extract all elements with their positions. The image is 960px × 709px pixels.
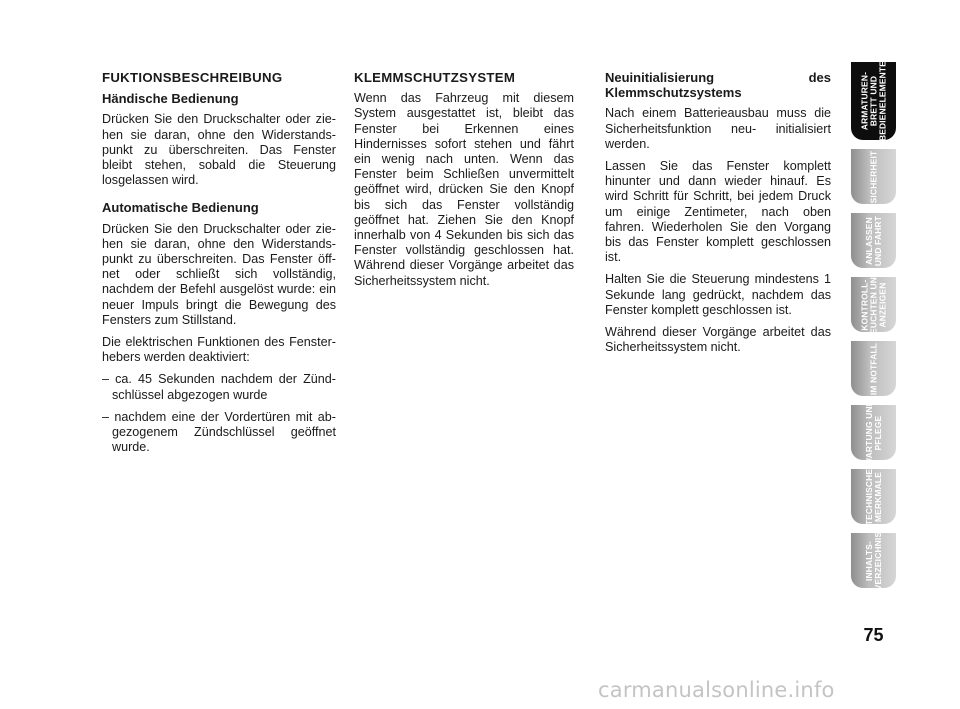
tab-label: SICHERHEIT	[868, 150, 878, 203]
tab-label: ANLASSEN UND FAHRT	[863, 215, 883, 266]
tab-im-notfall[interactable]	[851, 341, 896, 396]
tab-anlassen[interactable]	[851, 213, 896, 268]
column-function-description	[102, 70, 336, 462]
page-number: 75	[863, 625, 884, 645]
tab-armaturenbrett[interactable]	[851, 62, 896, 140]
list-item: – nachdem eine der Vordertüren mit abgezogenem Zündschlüssel geöffnet wurde.	[102, 409, 336, 455]
watermark: carmanualsonline.info	[598, 678, 835, 702]
tab-label: KONTROLL- LEUCHTEN UND ANZEIGEN	[859, 270, 887, 339]
paragraph: Während dieser Vorgänge arbeitet das Sicherheitssystem nicht.	[605, 325, 831, 355]
paragraph: Lassen Sie das Fenster komplett hinunter und dann wieder hinauf. Es wird Schritt für Schritt, bei jedem Druck um einige Zentimeter, nach oben fahren. Wiederholen Sie den Vorgang bis das Fenster komplett geschlossen ist.	[605, 159, 831, 265]
paragraph: Nach einem Batterieausbau muss die Sicherheitsfunktion neu- initialisiert werden.	[605, 106, 831, 151]
subheading-automatic: Automatische Bedienung	[102, 200, 259, 216]
paragraph-anti-pinch: Wenn das Fahrzeug mit diesem System ausgestattet ist, bleibt das Fenster bei Erkennen eines Hindernisses sofort stehen und fährt ein wenig nach unten. Wenn das Fenster beim Schließen unvermittelt geöffnet wird, drücken Sie den Knopf bis sich das Fenster vollständig geöffnet hat. Ziehen Sie den Knopf innerhalb von 4 Sekunden bis sich das Fenster vollständig geschlossen hat. Während dieser Vorgänge arbeitet das Sicherheitssystem nicht.	[354, 91, 574, 288]
tab-wartung[interactable]	[851, 399, 896, 466]
column-reinitialization	[605, 70, 831, 362]
tab-label: TECHNISCHE MERKMALE	[863, 468, 883, 525]
paragraph: Halten Sie die Steuerung mindestens 1 Sekunde lang gedrückt, nachdem das Fenster komplett geschlossen ist.	[605, 272, 831, 317]
section-heading: Neuinitialisierung des Klemmschutzsystems	[605, 70, 831, 101]
tab-sicherheit[interactable]	[851, 149, 896, 204]
list-item: – ca. 45 Sekunden nachdem der Zündschlüssel abgezogen wurde	[102, 372, 336, 402]
tab-label: INHALTS- VERZEICHNIS	[863, 531, 883, 590]
paragraph-deactivation: Die elektrischen Funktionen des Fensterhebers werden deaktiviert:	[102, 335, 336, 365]
tab-label: WARTUNG UND PFLEGE	[863, 399, 883, 466]
tab-label: IM NOTFALL	[868, 342, 878, 395]
tab-label: ARMATUREN- BRETT UND BEDIENELEMENTE	[859, 60, 887, 142]
chapter-tabs	[851, 62, 896, 597]
section-heading: KLEMMSCHUTZSYSTEM	[354, 70, 516, 85]
paragraph-manual: Drücken Sie den Druckschalter oder ziehen sie daran, ohne den Widerstandspunkt zu überschreiten. Das Fenster bleibt stehen, sobald die Steuerung losgelassen wird.	[102, 112, 336, 188]
tab-inhaltsverzeichnis[interactable]	[851, 533, 896, 588]
subheading-manual: Händische Bedienung	[102, 91, 239, 107]
section-heading: FUKTIONSBESCHREIBUNG	[102, 70, 283, 85]
tab-technische-merkmale[interactable]	[851, 469, 896, 524]
column-anti-pinch	[354, 70, 574, 296]
paragraph-automatic: Drücken Sie den Druckschalter oder ziehen sie daran, ohne den Widerstandspunkt zu überschreiten. Das Fenster öffnet oder schließt sich vollständig, nachdem der Befehl ausgelöst wurde: ein neuer Impuls bringt die Bewegung des Fensters zum Stillstand.	[102, 221, 336, 327]
tab-kontrollleuchten[interactable]	[851, 270, 896, 339]
